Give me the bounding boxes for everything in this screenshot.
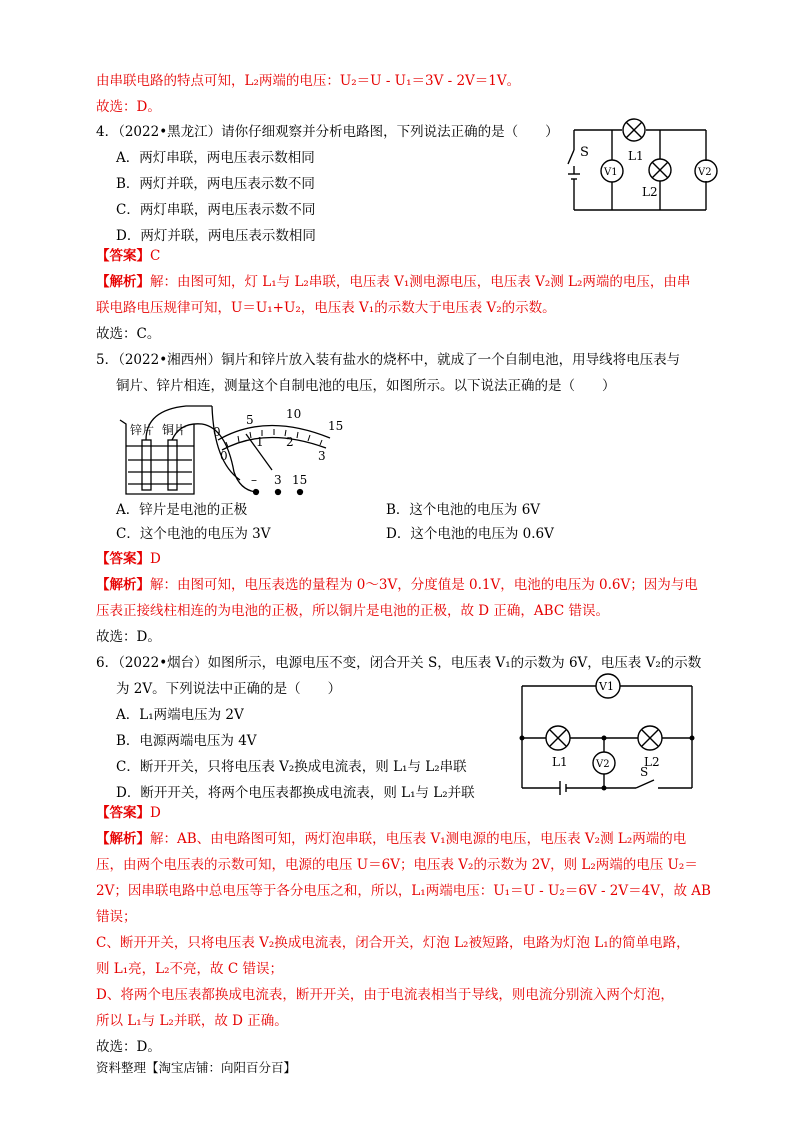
lamp1-label: L1	[628, 149, 644, 163]
q6-circuit-diagram	[516, 674, 716, 794]
q6-conclusion: 故选：D。	[96, 1039, 161, 1055]
q5-stem-2: 铜片、锌片相连，测量这个自制电池的电压，如图所示。以下说法正确的是（ ）	[116, 378, 616, 394]
analysis-tag: 【解析】	[96, 831, 150, 847]
q4-conclusion: 故选：C。	[96, 326, 161, 342]
v1-label: V1	[604, 167, 618, 178]
answer-tag: 【答案】	[96, 551, 150, 567]
q6-stem-2: 为 2V。下列说法中正确的是（ ）	[116, 681, 342, 697]
analysis-tag: 【解析】	[96, 577, 150, 593]
switch-label: S	[640, 765, 649, 779]
q6-analysis-4: 错误；	[96, 909, 137, 925]
terminal-neg: –	[251, 473, 257, 487]
scale-top-0: 0	[213, 425, 221, 439]
copper-label: 铜片	[162, 423, 187, 437]
q5-option-d: D．这个电池的电压为 0.6V	[386, 526, 554, 542]
q5-stem-1: 5．（2022•湘西州）铜片和锌片放入装有盐水的烧杯中，就成了一个自制电池，用导线将电压表与	[96, 352, 681, 368]
q4-stem: 4．（2022•黑龙江）请你仔细观察并分析电路图，下列说法正确的是（ ）	[96, 124, 559, 140]
q5-answer	[96, 549, 161, 569]
q6-option-d: D．断开开关，将两个电压表都换成电流表，则 L₁与 L₂并联	[116, 785, 475, 801]
scale-top-15: 15	[328, 419, 344, 433]
v2-label: V2	[698, 167, 712, 178]
answer-tag: 【答案】	[96, 248, 150, 264]
scale-bottom-0: 0	[220, 449, 228, 463]
q6-option-c: C．断开开关，只将电压表 V₂换成电流表，则 L₁与 L₂串联	[116, 759, 467, 775]
q4-option-b: B．两灯并联，两电压表示数不同	[116, 176, 315, 192]
q5-analysis-2: 压表正接线柱相连的为电池的正极，所以铜片是电池的正极，故 D 正确，ABC 错误。	[96, 603, 609, 619]
scale-top-10: 10	[286, 407, 302, 421]
q5-option-c: C．这个电池的电压为 3V	[116, 526, 271, 542]
lamp2-label: L2	[642, 185, 658, 199]
q6-option-b: B．电源两端电压为 4V	[116, 733, 257, 749]
lamp1-label: L1	[552, 755, 568, 769]
lamp2-label: L2	[644, 755, 660, 769]
q4-option-c: C．两灯串联，两电压表示数不同	[116, 202, 316, 218]
page-footer: 资料整理【淘宝店铺：向阳百分百】	[96, 1060, 297, 1075]
intro-conclusion: 故选：D。	[96, 99, 161, 115]
q5-option-b: B．这个电池的电压为 6V	[386, 502, 541, 518]
terminal-15: 15	[292, 473, 308, 487]
v1-label: V1	[599, 680, 614, 693]
answer-value: C	[150, 248, 161, 264]
q5-battery-voltmeter-diagram	[116, 402, 356, 502]
answer-tag: 【答案】	[96, 805, 150, 821]
q5-analysis-1	[96, 575, 698, 595]
q5-option-a: A．锌片是电池的正极	[116, 502, 248, 518]
q6-analysis-6: 则 L₁亮，L₂不亮，故 C 错误；	[96, 961, 283, 977]
q4-circuit-diagram	[560, 118, 720, 213]
q4-analysis-2: 联电路电压规律可知，U＝U₁+U₂，电压表 V₁的示数大于电压表 V₂的示数。	[96, 300, 556, 316]
analysis-text: 解：由图可知，电压表选的量程为 0～3V，分度值是 0.1V，电池的电压为 0.6V；因为与电	[150, 577, 698, 593]
q6-analysis-1	[96, 829, 686, 849]
scale-bottom-3: 3	[318, 449, 326, 463]
q6-analysis-8: 所以 L₁与 L₂并联，故 D 正确。	[96, 1013, 288, 1029]
q6-analysis-5: C、断开开关，只将电压表 V₂换成电流表，闭合开关，灯泡 L₂被短路，电路为灯泡 L₁的简单电路，	[96, 935, 690, 951]
q6-answer	[96, 803, 161, 823]
q6-analysis-2: 压，由两个电压表的示数可知，电源的电压 U＝6V；电压表 V₂的示数为 2V，则 L₂两端的电压 U₂＝	[96, 857, 698, 873]
q5-conclusion: 故选：D。	[96, 629, 161, 645]
q6-analysis-7: D、将两个电压表都换成电流表，断开开关，由于电流表相当于导线，则电流分别流入两个灯泡，	[96, 987, 674, 1003]
analysis-text: 解：由图可知，灯 L₁与 L₂串联，电压表 V₁测电源电压，电压表 V₂测 L₂两端的电压，由串	[150, 274, 691, 290]
v2-label: V2	[596, 759, 610, 770]
terminal-3: 3	[274, 473, 282, 487]
q4-analysis-1	[96, 272, 690, 292]
switch-label: S	[580, 145, 589, 160]
answer-value: D	[150, 551, 161, 567]
zinc-label: 锌片	[130, 423, 155, 437]
scale-bottom-2: 2	[286, 435, 294, 449]
q6-option-a: A．L₁两端电压为 2V	[116, 707, 244, 723]
analysis-text: 解：AB、由电路图可知，两灯泡串联，电压表 V₁测电源的电压，电压表 V₂测 L₂两端的电	[150, 831, 687, 847]
q6-stem-1: 6．（2022•烟台）如图所示，电源电压不变，闭合开关 S，电压表 V₁的示数为 6V，电压表 V₂的示数	[96, 655, 702, 671]
q6-analysis-3: 2V；因串联电路中总电压等于各分电压之和，所以，L₁两端电压：U₁＝U - U₂＝6V - 2V＝4V，故 AB	[96, 883, 711, 899]
answer-value: D	[150, 805, 161, 821]
analysis-tag: 【解析】	[96, 274, 150, 290]
scale-bottom-1: 1	[256, 435, 264, 449]
q4-answer	[96, 246, 160, 266]
scale-top-5: 5	[246, 413, 254, 427]
intro-line-1: 由串联电路的特点可知，L₂两端的电压：U₂＝U - U₁＝3V - 2V＝1V。	[96, 73, 521, 89]
q4-option-a: A．两灯串联，两电压表示数相同	[116, 150, 315, 166]
q4-option-d: D．两灯并联，两电压表示数相同	[116, 228, 316, 244]
